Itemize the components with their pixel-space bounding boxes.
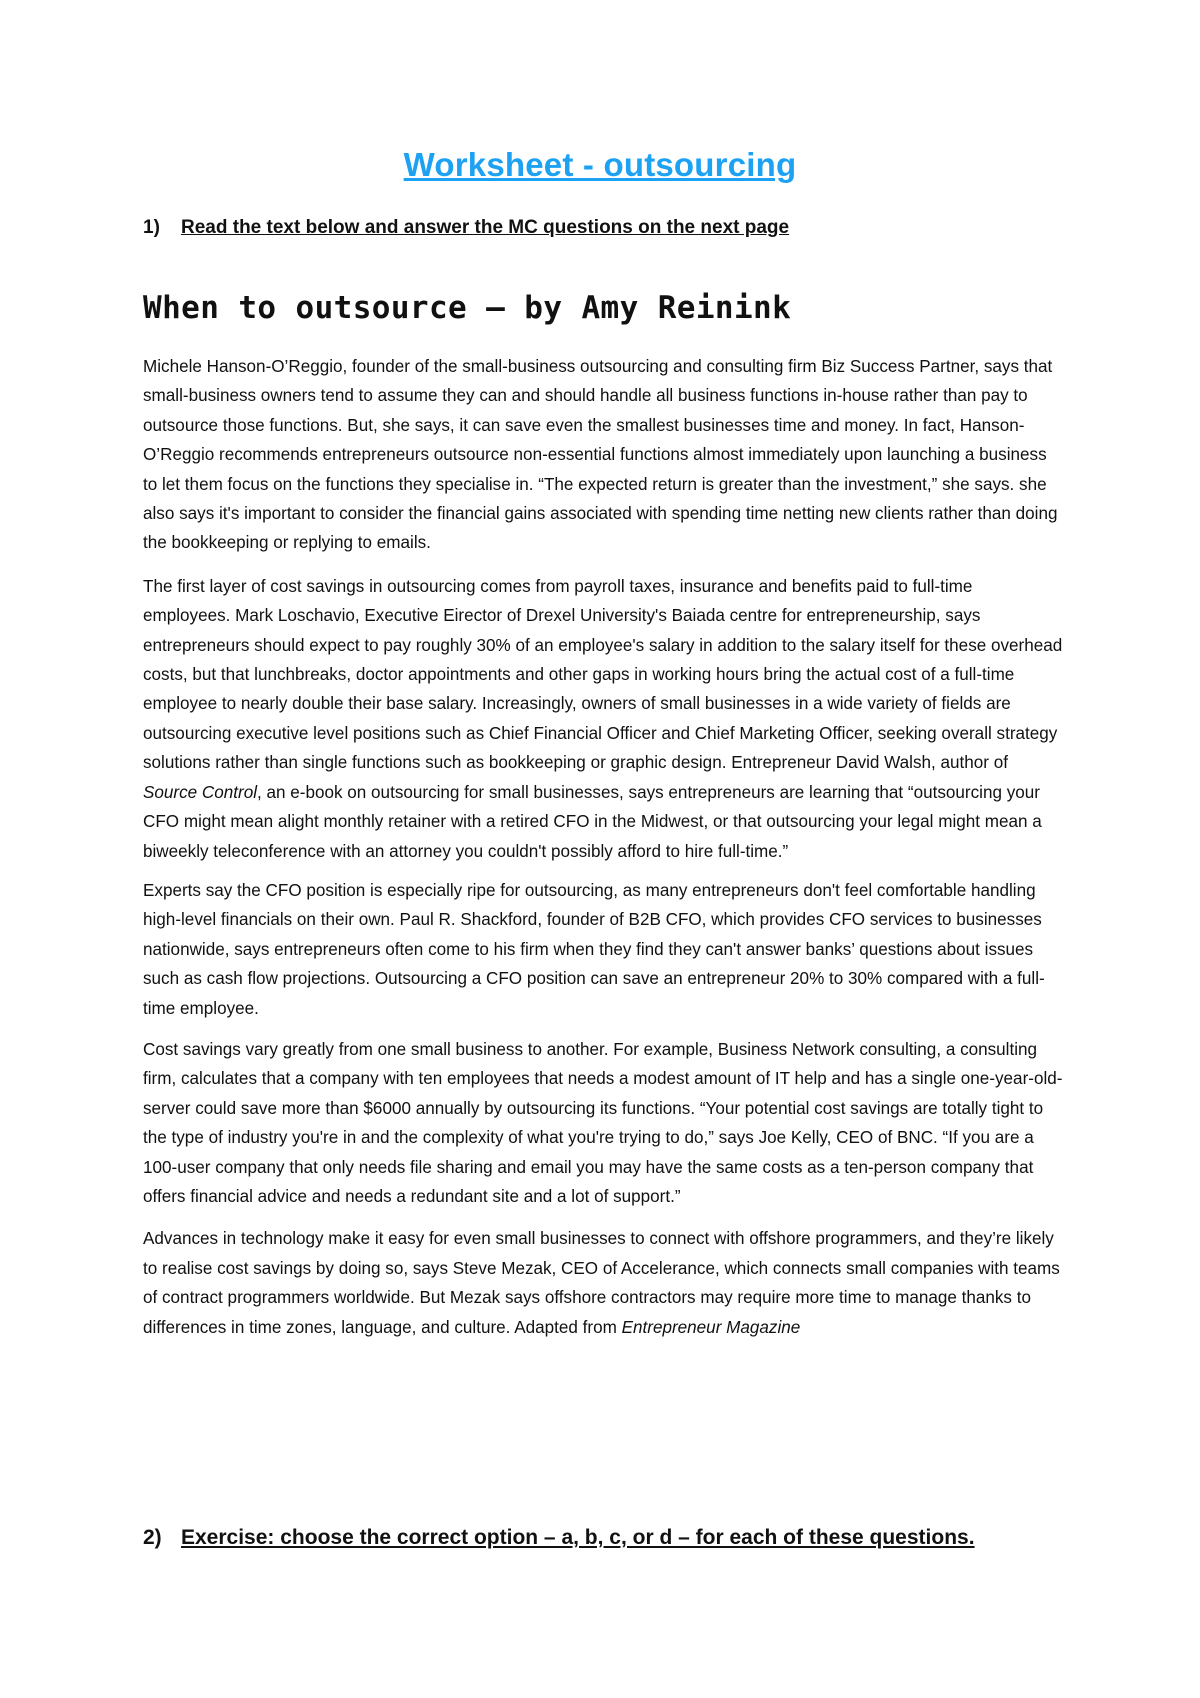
instruction-1 bbox=[143, 217, 789, 239]
source-magazine-italic: Entrepreneur Magazine bbox=[621, 1317, 801, 1337]
article-title: When to outsource – by Amy Reinink bbox=[143, 290, 792, 326]
instruction-2-text: Exercise: choose the correct option – a, b, c, or d – for each of these questions. bbox=[181, 1526, 975, 1549]
instruction-1-number: 1) bbox=[143, 217, 160, 238]
instruction-1-text: Read the text below and answer the MC questions on the next page bbox=[181, 217, 790, 238]
paragraph-2 bbox=[143, 572, 1063, 866]
paragraph-1: Michele Hanson-O’Reggio, founder of the small-business outsourcing and consulting firm Biz Success Partner, says that small-business owners tend to assume they can and should handle all business functions in-house rather than pay to outsource those functions. But, she says, it can save even the smallest businesses time and money. In fact, Hanson-O’Reggio recommends entrepreneurs outsource non-essential functions almost immediately upon launching a business to let them focus on the functions they specialise in. “The expected return is greater than the investment,” she says. she also says it's important to consider the financial gains associated with spending time netting new clients rather than doing the bookkeeping or replying to emails. bbox=[143, 357, 1058, 553]
article-body bbox=[143, 352, 1063, 1355]
book-title-italic: Source Control bbox=[143, 782, 258, 802]
paragraph-2-text-before: The first layer of cost savings in outsourcing comes from payroll taxes, insurance and benefits paid to full-time employees. Mark Loschavio, Executive Eirector of Drexel University's Baiada centre for entrepreneurship, says entrepreneurs should expect to pay roughly 30% of an employee's salary in addition to the salary itself for these overhead costs, but that lunchbreaks, doctor appointments and other gaps in working hours bring the actual cost of a full-time employee to nearly double their base salary. Increasingly, owners of small businesses in a wide variety of fields are outsourcing executive level positions such as Chief Financial Officer and Chief Marketing Officer, seeking overall strategy solutions rather than single functions such as bookkeeping or graphic design. Entrepreneur David Walsh, author of bbox=[143, 576, 1063, 773]
paragraph-2-text-after: , an e-book on outsourcing for small businesses, says entrepreneurs are learning that “outsourcing your CFO might mean alight monthly retainer with a retired CFO in the Midwest, or that outsourcing your legal might mean a biweekly teleconference with an attorney you couldn't possibly afford to hire full-time.” bbox=[143, 782, 1042, 861]
paragraph-5 bbox=[143, 1224, 1063, 1342]
paragraph-4: Cost savings vary greatly from one small business to another. For example, Business Network consulting, a consulting firm, calculates that a company with ten employees that needs a modest amount of IT help and has a single one-year-old-server could save more than $6000 annually by outsourcing its functions. “Your potential cost savings are totally tight to the type of industry you're in and the complexity of what you're trying to do,” says Joe Kelly, CEO of BNC. “If you are a 100-user company that only needs file sharing and email you may have the same costs as a ten-person company that offers financial advice and needs a redundant site and a lot of support.” bbox=[143, 1039, 1063, 1206]
paragraph-5-text-before: Advances in technology make it easy for even small businesses to connect with offshore programmers, and they’re likely to realise cost savings by doing so, says Steve Mezak, CEO of Accelerance, which connects small companies with teams of contract programmers worldwide. But Mezak says offshore contractors may require more time to manage thanks to differences in time zones, language, and culture. Adapted from bbox=[143, 1229, 1060, 1337]
instruction-2 bbox=[143, 1526, 975, 1550]
paragraph-3: Experts say the CFO position is especially ripe for outsourcing, as many entrepreneurs don't feel comfortable handling high-level financials on their own. Paul R. Shackford, founder of B2B CFO, which provides CFO services to businesses nationwide, says entrepreneurs often come to his firm when they find they can't answer banks’ questions about issues such as cash flow projections. Outsourcing a CFO position can save an entrepreneur 20% to 30% compared with a full-time employee. bbox=[143, 880, 1045, 1018]
instruction-2-number: 2) bbox=[143, 1526, 162, 1549]
worksheet-title: Worksheet - outsourcing bbox=[403, 146, 797, 183]
